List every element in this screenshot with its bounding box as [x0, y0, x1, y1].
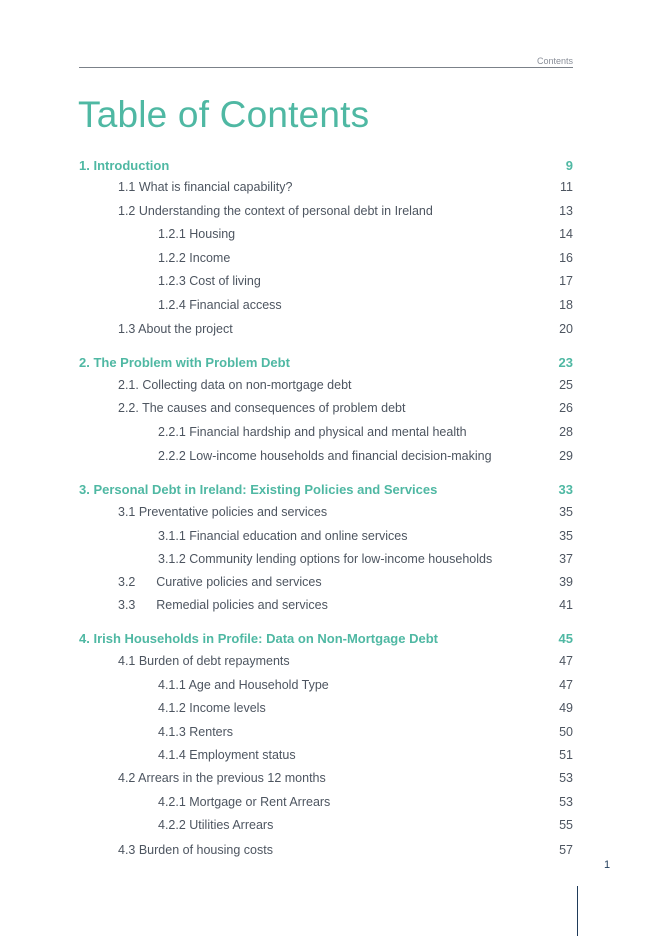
toc-entry-label: 3. Personal Debt in Ireland: Existing Policies and Services [79, 482, 438, 497]
toc-entry-label: 4.3 Burden of housing costs [118, 843, 273, 857]
toc-entry-label: 2.2.2 Low-income households and financial decision-making [158, 449, 492, 463]
toc-entry-page: 35 [559, 505, 573, 519]
toc-entry-3-1-2[interactable] [0, 549, 662, 569]
toc-entry-page: 29 [559, 449, 573, 463]
toc-entry-4-2-1[interactable] [0, 792, 662, 812]
toc-entry-label: 1.2 Understanding the context of personal debt in Ireland [118, 204, 433, 218]
toc-entry-page: 20 [559, 322, 573, 336]
toc-entry-4-1-3[interactable] [0, 722, 662, 742]
toc-entry-label: 4.2.1 Mortgage or Rent Arrears [158, 795, 331, 809]
toc-entry-page: 16 [559, 251, 573, 265]
toc-entry-page: 11 [560, 180, 573, 194]
toc-entry-page: 33 [558, 482, 573, 497]
toc-entry-page: 51 [559, 748, 573, 762]
toc-entry-1-3[interactable] [0, 319, 662, 339]
page-title: Table of Contents [78, 94, 370, 135]
toc-entry-label: 4.2.2 Utilities Arrears [158, 818, 274, 832]
toc-entry-4-1-4[interactable] [0, 745, 662, 765]
toc-entry-label: 2.1. Collecting data on non-mortgage debt [118, 378, 352, 392]
toc-entry-4-1-1[interactable] [0, 675, 662, 695]
toc-entry-3-2[interactable] [0, 572, 662, 592]
toc-entry-4-3[interactable] [0, 840, 662, 860]
toc-entry-page: 9 [565, 158, 573, 173]
toc-entry-label: 1.3 About the project [118, 322, 233, 336]
running-header: Contents [536, 56, 573, 66]
toc-entry-4-1-2[interactable] [0, 698, 662, 718]
toc-entry-label: 4. Irish Households in Profile: Data on Non-Mortgage Debt [79, 631, 438, 646]
toc-entry-1-2-4[interactable] [0, 295, 662, 315]
toc-entry-page: 55 [559, 818, 573, 832]
toc-entry-1-2-2[interactable] [0, 248, 662, 268]
toc-entry-label: 3.2 Curative policies and services [118, 575, 322, 589]
toc-entry-3-3[interactable] [0, 595, 662, 615]
toc-entry-label: 4.1.2 Income levels [158, 701, 266, 715]
toc-entry-label: 1.2.4 Financial access [158, 298, 282, 312]
toc-entry-label: 2. The Problem with Problem Debt [79, 355, 290, 370]
toc-entry-1-2-3[interactable] [0, 271, 662, 291]
toc-entry-label: 2.2. The causes and consequences of problem debt [118, 401, 406, 415]
toc-entry-1[interactable] [0, 156, 662, 176]
toc-entry-2-2[interactable] [0, 398, 662, 418]
toc-entry-page: 18 [559, 298, 573, 312]
toc-entry-label: 3.1.2 Community lending options for low-income households [158, 552, 493, 566]
toc-entry-label: 3.1 Preventative policies and services [118, 505, 328, 519]
toc-entry-3-1-1[interactable] [0, 526, 662, 546]
toc-entry-page: 57 [559, 843, 573, 857]
toc-entry-page: 13 [559, 204, 573, 218]
toc-entry-2-2-2[interactable] [0, 446, 662, 466]
toc-entry-4-1[interactable] [0, 651, 662, 671]
toc-entry-page: 47 [559, 678, 573, 692]
toc-entry-3-1[interactable] [0, 502, 662, 522]
toc-entry-page: 45 [558, 631, 573, 646]
toc-entry-label: 1.2.1 Housing [158, 227, 236, 241]
toc-entry-2-1[interactable] [0, 375, 662, 395]
toc-entry-page: 25 [559, 378, 573, 392]
toc-entry-page: 53 [559, 795, 573, 809]
footer-divider [577, 886, 578, 936]
toc-entry-label: 4.1 Burden of debt repayments [118, 654, 290, 668]
toc-entry-label: 4.1.3 Renters [158, 725, 234, 739]
toc-entry-3[interactable] [0, 480, 662, 500]
toc-entry-1-1[interactable] [0, 177, 662, 197]
toc-entry-page: 39 [559, 575, 573, 589]
toc-entry-page: 23 [558, 355, 573, 370]
toc-entry-page: 17 [559, 274, 573, 288]
toc-entry-page: 28 [559, 425, 573, 439]
toc-entry-label: 3.3 Remedial policies and services [118, 598, 328, 612]
toc-entry-label: 4.1.4 Employment status [158, 748, 296, 762]
toc-entry-page: 47 [559, 654, 573, 668]
toc-entry-label: 4.2 Arrears in the previous 12 months [118, 771, 326, 785]
toc-entry-page: 41 [559, 598, 573, 612]
toc-entry-label: 2.2.1 Financial hardship and physical and mental health [158, 425, 467, 439]
toc-entry-1-2[interactable] [0, 201, 662, 221]
toc-entry-page: 26 [559, 401, 573, 415]
toc-entry-page: 50 [559, 725, 573, 739]
toc-entry-label: 1. Introduction [79, 158, 170, 173]
toc-entry-label: 1.2.2 Income [158, 251, 231, 265]
toc-entry-4[interactable] [0, 629, 662, 649]
toc-entry-label: 4.1.1 Age and Household Type [158, 678, 329, 692]
toc-entry-page: 35 [559, 529, 573, 543]
toc-entry-label: 1.2.3 Cost of living [158, 274, 261, 288]
toc-entry-page: 49 [559, 701, 573, 715]
page-number: 1 [604, 859, 611, 871]
toc-entry-page: 37 [559, 552, 573, 566]
toc-entry-label: 3.1.1 Financial education and online services [158, 529, 408, 543]
toc-entry-label: 1.1 What is financial capability? [118, 180, 293, 194]
toc-entry-2-2-1[interactable] [0, 422, 662, 442]
header-divider [79, 67, 573, 68]
toc-entry-2[interactable] [0, 353, 662, 373]
toc-entry-1-2-1[interactable] [0, 224, 662, 244]
toc-entry-4-2[interactable] [0, 768, 662, 788]
toc-entry-page: 14 [559, 227, 573, 241]
toc-entry-4-2-2[interactable] [0, 815, 662, 835]
toc-entry-page: 53 [559, 771, 573, 785]
